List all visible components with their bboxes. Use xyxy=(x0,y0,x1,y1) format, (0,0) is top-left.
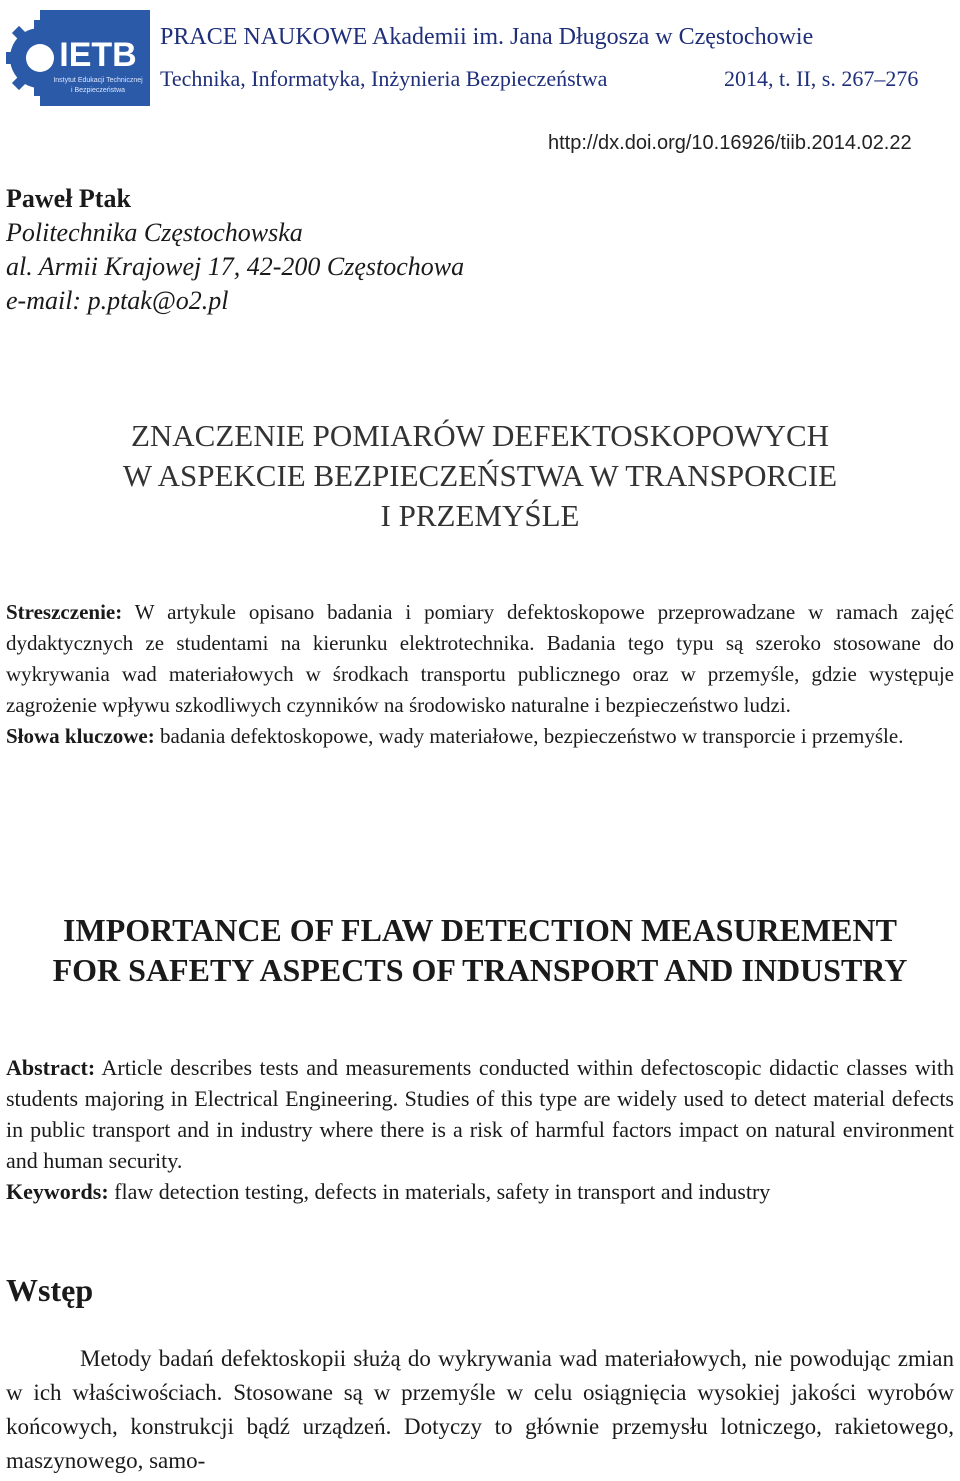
gear-logo-icon xyxy=(6,6,152,110)
title-pl-line2: W ASPEKCIE BEZPIECZEŃSTWA W TRANSPORCIE xyxy=(122,458,838,493)
abstract-en-text: Article describes tests and measurements conducted within defectoscopic didactic classes with students majoring in Electrical Engineering. Studies of this type are widely used to detect material defects in public transport and in industry where there is a risk of harmful factors impact on natural environment and human security. xyxy=(6,1055,954,1173)
abstract-en xyxy=(6,1052,954,1207)
section-heading-intro: Wstęp xyxy=(6,1272,94,1308)
intro-paragraph: Metody badań defektoskopii służą do wykrywania wad materiałowych, nie powodując zmian w ich właściwościach. Stosowane są w przemyśle w celu osiągnięcia wysokiej jakości wyrobów końcowych, konstrukcji bądź urządzeń. Dotyczy to głównie przemysłu lotniczego, rakietowego, maszynowego, samo- xyxy=(6,1346,954,1473)
journal-series: Technika, Informatyka, Inżynieria Bezpieczeństwa xyxy=(160,66,608,91)
author-email[interactable]: e-mail: p.ptak@o2.pl xyxy=(6,286,229,315)
title-en-line2: FOR SAFETY ASPECTS OF TRANSPORT AND INDUSTRY xyxy=(52,952,908,988)
abstract-pl-label: Streszczenie: xyxy=(6,600,123,624)
journal-volume: 2014, t. II, s. 267–276 xyxy=(724,66,919,91)
keywords-en-label: Keywords: xyxy=(6,1179,109,1204)
journal-title: PRACE NAUKOWE Akademii im. Jana Długosza w Częstochowie xyxy=(160,24,814,50)
title-pl-line1: ZNACZENIE POMIARÓW DEFEKTOSKOPOWYCH xyxy=(130,418,830,453)
keywords-pl-label: Słowa kluczowe: xyxy=(6,724,155,748)
logo-text: IETB xyxy=(59,36,137,74)
author-name: Paweł Ptak xyxy=(6,184,131,213)
author-affiliation: Politechnika Częstochowska xyxy=(6,218,303,247)
logo-subtext-1: Instytut Edukacji Technicznej xyxy=(53,77,143,84)
logo-subtext-2: i Bezpieczeństwa xyxy=(70,87,126,94)
keywords-en-text: flaw detection testing, defects in materials, safety in transport and industry xyxy=(108,1179,771,1204)
journal-logo xyxy=(6,6,152,110)
abstract-en-label: Abstract: xyxy=(6,1055,96,1080)
title-pl-line3: I PRZEMYŚLE xyxy=(380,498,580,533)
doi-link[interactable]: http://dx.doi.org/10.16926/tiib.2014.02.22 xyxy=(548,132,912,154)
abstract-pl-text: W artykule opisano badania i pomiary defektoskopowe przeprowadzane w ramach zajęć dydaktycznych ze studentami na kierunku elektrotechnika. Badania tego typu są szeroko stosowane do wykrywania wad materiałowych w środkach transportu publicznego oraz w przemyśle, gdzie występuje zagrożenie wpływu szkodliwych czynników na środowisko naturalne i bezpieczeństwo ludzi. xyxy=(6,600,954,717)
author-address: al. Armii Krajowej 17, 42-200 Częstochowa xyxy=(6,252,465,281)
abstract-pl xyxy=(6,597,954,752)
keywords-pl-text: badania defektoskopowe, wady materiałowe, bezpieczeństwo w transporcie i przemyśle. xyxy=(154,724,904,748)
title-en-line1: IMPORTANCE OF FLAW DETECTION MEASUREMENT xyxy=(63,912,897,948)
